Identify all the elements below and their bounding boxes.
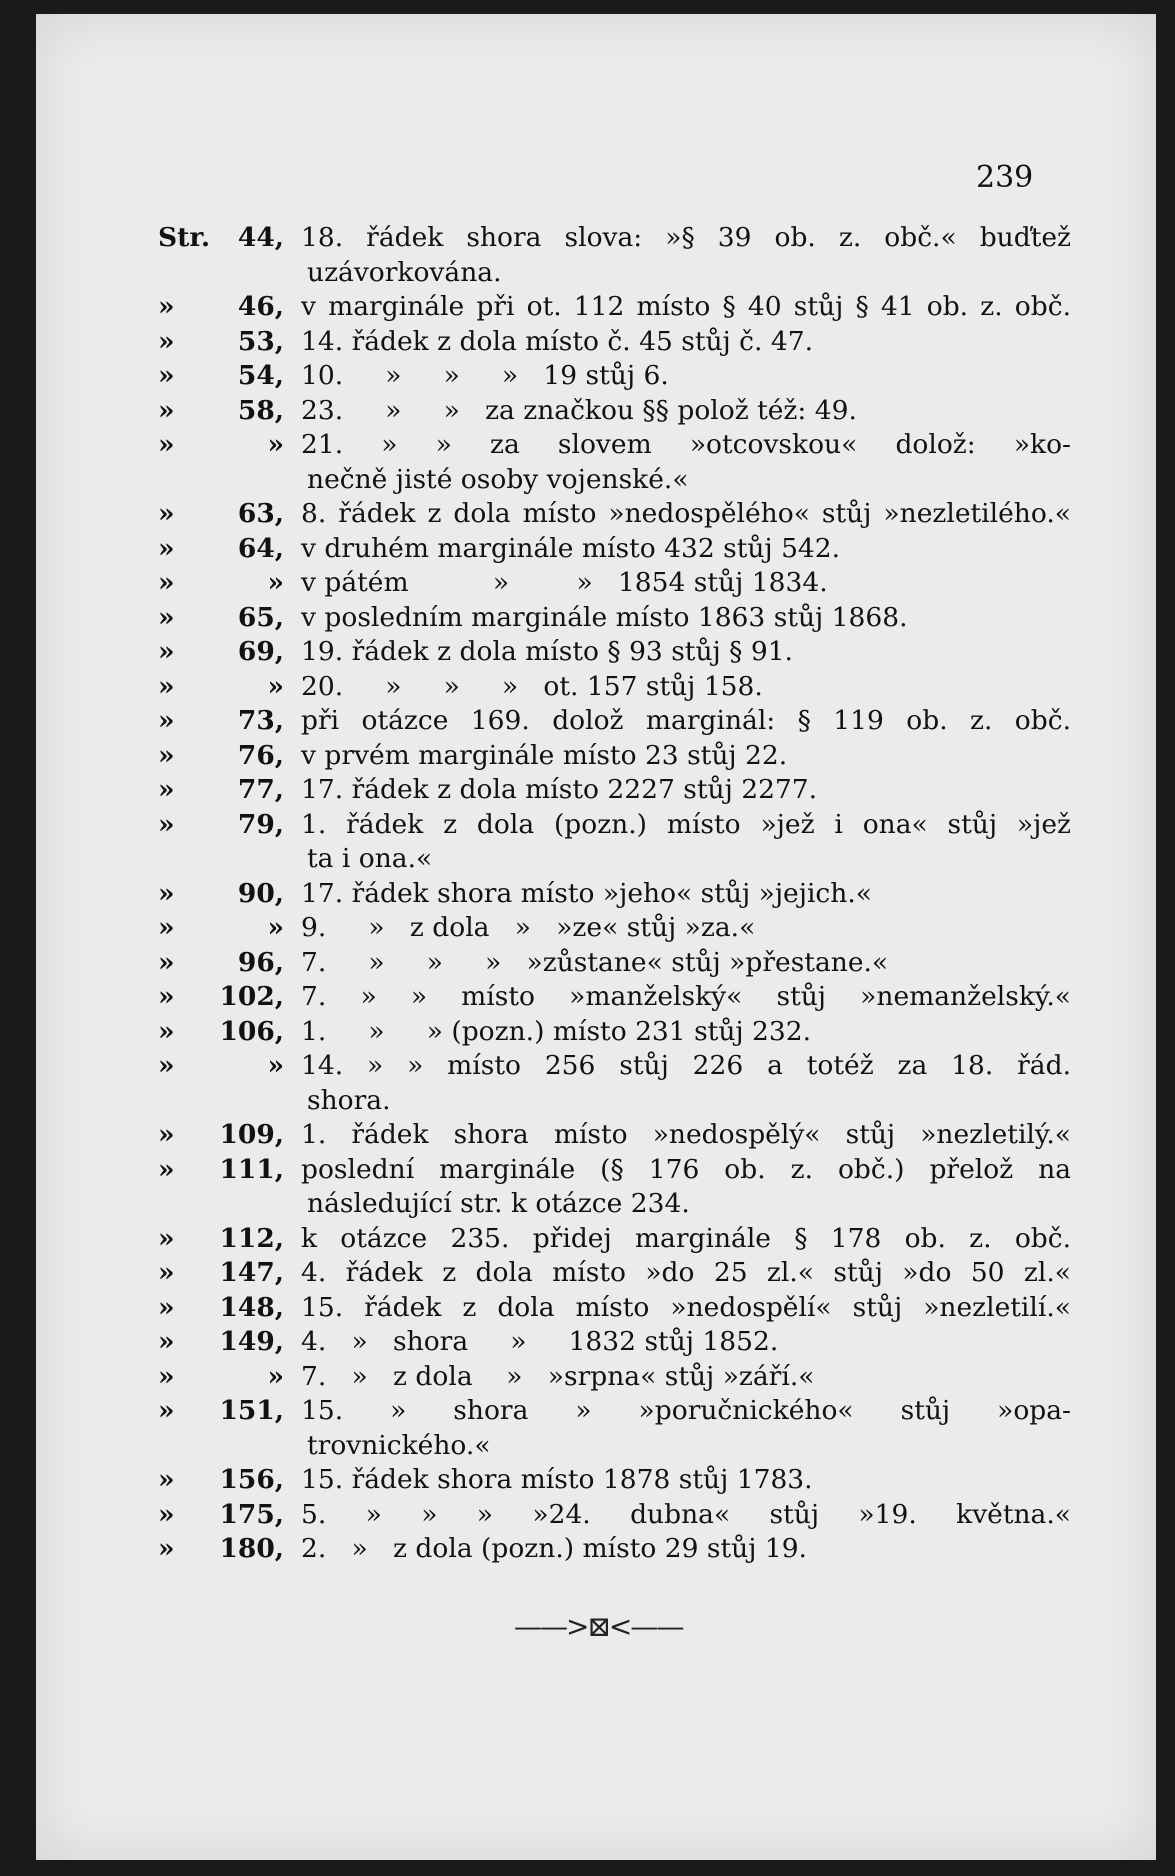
entry-page-ref: 44, (237, 222, 284, 253)
entry-page-ref: 102, (219, 981, 284, 1012)
entry-label: » (158, 1015, 175, 1047)
errata-entry (154, 671, 1074, 706)
entry-label: » (158, 1533, 175, 1564)
entry-page-ref: 46, (237, 291, 284, 322)
entry-label: » (158, 360, 175, 391)
entry-page-ref: » (267, 1360, 284, 1392)
entry-page-ref: 156, (219, 1464, 284, 1495)
entry-text: shora. (307, 1084, 391, 1116)
errata-entry (154, 1361, 1074, 1396)
errata-entry (154, 1154, 1074, 1189)
errata-entry (154, 981, 1074, 1016)
errata-entry (154, 1016, 1074, 1051)
errata-entry (154, 1533, 1074, 1568)
errata-entry (154, 774, 1074, 809)
book-page (36, 14, 1156, 1860)
entry-text: 14. řádek z dola místo č. 45 stůj č. 47. (301, 325, 814, 357)
entry-page-ref: » (267, 912, 284, 943)
entry-page-ref: 64, (237, 532, 284, 564)
entry-text: v marginále při ot. 112 místo § 40 stůj § 41 ob. z. obč. (301, 291, 1071, 322)
entry-page-ref: 109, (219, 1119, 284, 1150)
errata-list (154, 222, 1074, 1568)
errata-entry (154, 498, 1074, 533)
entry-label: » (158, 1222, 175, 1254)
entry-text: 9. » z dola » »ze« stůj »za.« (301, 912, 756, 943)
errata-entry (154, 326, 1074, 361)
entry-label: » (158, 429, 175, 460)
entry-text: 14. » » místo 256 stůj 226 a totéž za 18. řád. (301, 1050, 1071, 1081)
errata-entry (154, 602, 1074, 637)
errata-entry (154, 1223, 1074, 1258)
entry-text: 15. » shora » »poručnického« stůj »opa- (301, 1395, 1071, 1426)
errata-entry (154, 1292, 1074, 1327)
entry-text: 10. » » » 19 stůj 6. (301, 360, 669, 391)
entry-text: 8. řádek z dola místo »nedospělého« stůj »nezletilého.« (301, 498, 1071, 529)
entry-text: poslední marginále (§ 176 ob. z. obč.) přelož na (301, 1153, 1071, 1185)
ornament-divider: ——>⊠<—— (514, 1610, 683, 1643)
entry-label: » (158, 498, 175, 529)
errata-continuation (154, 1188, 1074, 1223)
errata-entry (154, 1119, 1074, 1154)
entry-page-ref: 65, (237, 601, 284, 633)
entry-text: ta i ona.« (307, 843, 433, 874)
entry-page-ref: 53, (237, 325, 284, 357)
entry-label: » (158, 1464, 175, 1495)
errata-entry (154, 360, 1074, 395)
errata-entry (154, 947, 1074, 982)
errata-continuation (154, 464, 1074, 499)
entry-text: v posledním marginále místo 1863 stůj 1868. (301, 601, 908, 633)
entry-text: uzávorkována. (307, 256, 502, 288)
entry-text: nečně jisté osoby vojenské.« (307, 463, 689, 495)
errata-continuation (154, 257, 1074, 292)
errata-entry (154, 1257, 1074, 1292)
entry-text: 5. » » » »24. dubna« stůj »19. května.« (301, 1498, 1071, 1530)
entry-label: » (158, 325, 175, 357)
errata-entry (154, 395, 1074, 430)
entry-page-ref: 73, (237, 705, 284, 736)
errata-entry (154, 636, 1074, 671)
entry-label: » (158, 567, 175, 598)
entry-page-ref: 69, (237, 636, 284, 667)
entry-text: 1. řádek shora místo »nedospělý« stůj »nezletilý.« (301, 1119, 1071, 1150)
entry-label: » (158, 1050, 175, 1081)
entry-text: 15. řádek shora místo 1878 stůj 1783. (301, 1464, 813, 1495)
entry-page-ref: 112, (219, 1222, 284, 1254)
entry-label: » (158, 1153, 175, 1185)
errata-entry (154, 1326, 1074, 1361)
entry-page-ref: 79, (237, 808, 284, 840)
entry-label: » (158, 670, 175, 702)
entry-page-ref: » (267, 670, 284, 702)
entry-text: při otázce 169. dolož marginál: § 119 ob. z. obč. (301, 705, 1071, 736)
entry-text: 17. řádek shora místo »jeho« stůj »jejich.« (301, 877, 872, 909)
entry-label: » (158, 1257, 175, 1288)
entry-page-ref: » (267, 429, 284, 460)
entry-text: 18. řádek shora slova: »§ 39 ob. z. obč.« buďtež (301, 222, 1071, 253)
entry-page-ref: » (267, 1050, 284, 1081)
errata-entry (154, 291, 1074, 326)
entry-label: » (158, 808, 175, 840)
entry-label: » (158, 877, 175, 909)
entry-page-ref: 148, (219, 1291, 284, 1323)
entry-label: » (158, 705, 175, 736)
entry-label: » (158, 636, 175, 667)
entry-text: následující str. k otázce 234. (307, 1188, 690, 1219)
errata-entry (154, 878, 1074, 913)
entry-text: 20. » » » ot. 157 stůj 158. (301, 670, 763, 702)
entry-label: » (158, 1360, 175, 1392)
entry-text: 4. řádek z dola místo »do 25 zl.« stůj »do 50 zl.« (301, 1257, 1071, 1288)
entry-label: » (158, 946, 175, 978)
errata-continuation (154, 1430, 1074, 1465)
entry-text: 1. » » (pozn.) místo 231 stůj 232. (301, 1015, 812, 1047)
entry-page-ref: 151, (219, 1395, 284, 1426)
errata-entry (154, 809, 1074, 844)
errata-entry (154, 429, 1074, 464)
entry-page-ref: 54, (237, 360, 284, 391)
entry-text: 4. » shora » 1832 stůj 1852. (301, 1326, 779, 1357)
entry-label: » (158, 532, 175, 564)
entry-page-ref: 180, (219, 1533, 284, 1564)
entry-text: 19. řádek z dola místo § 93 stůj § 91. (301, 636, 793, 667)
entry-text: 7. » » místo »manželský« stůj »nemanželský.« (301, 981, 1071, 1012)
entry-label: » (158, 1326, 175, 1357)
entry-label: » (158, 1119, 175, 1150)
entry-text: v pátém » » 1854 stůj 1834. (301, 567, 828, 598)
entry-page-ref: 58, (237, 394, 284, 426)
entry-page-ref: 175, (219, 1498, 284, 1530)
entry-text: 1. řádek z dola (pozn.) místo »jež i ona« stůj »jež (301, 808, 1071, 840)
entry-text: trovnického.« (307, 1429, 491, 1461)
entry-page-ref: 111, (219, 1153, 284, 1185)
entry-page-ref: 149, (219, 1326, 284, 1357)
errata-entry (154, 1395, 1074, 1430)
errata-entry (154, 912, 1074, 947)
entry-page-ref: 96, (237, 946, 284, 978)
entry-label: » (158, 739, 175, 771)
entry-label: » (158, 601, 175, 633)
entry-text: k otázce 235. přidej marginále § 178 ob. z. obč. (301, 1222, 1071, 1254)
entry-label: » (158, 981, 175, 1012)
entry-page-ref: 63, (237, 498, 284, 529)
entry-label: » (158, 291, 175, 322)
entry-page-ref: 106, (219, 1015, 284, 1047)
entry-text: 21. » » za slovem »otcovskou« dolož: »ko- (301, 429, 1071, 460)
entry-page-ref: » (267, 567, 284, 598)
entry-text: 7. » » » »zůstane« stůj »přestane.« (301, 946, 889, 978)
page-number: 239 (976, 160, 1034, 195)
entry-page-ref: 77, (237, 774, 284, 805)
entry-text: 7. » z dola » »srpna« stůj »září.« (301, 1360, 815, 1392)
entry-page-ref: 147, (219, 1257, 284, 1288)
entry-text: 23. » » za značkou §§ polož též: 49. (301, 394, 857, 426)
entry-page-ref: 76, (237, 739, 284, 771)
entry-text: v prvém marginále místo 23 stůj 22. (301, 739, 788, 771)
errata-continuation (154, 1085, 1074, 1120)
entry-label: Str. (158, 222, 211, 253)
errata-entry (154, 567, 1074, 602)
errata-entry (154, 1464, 1074, 1499)
entry-text: 17. řádek z dola místo 2227 stůj 2277. (301, 774, 818, 805)
entry-label: » (158, 774, 175, 805)
entry-label: » (158, 394, 175, 426)
errata-entry (154, 740, 1074, 775)
errata-entry (154, 1499, 1074, 1534)
entry-text: 15. řádek z dola místo »nedospělí« stůj »nezletilí.« (301, 1291, 1071, 1323)
errata-continuation (154, 843, 1074, 878)
entry-text: 2. » z dola (pozn.) místo 29 stůj 19. (301, 1533, 807, 1564)
entry-label: » (158, 1291, 175, 1323)
errata-entry (154, 1050, 1074, 1085)
errata-entry (154, 533, 1074, 568)
entry-text: v druhém marginále místo 432 stůj 542. (301, 532, 841, 564)
errata-entry (154, 222, 1074, 257)
errata-entry (154, 705, 1074, 740)
entry-page-ref: 90, (237, 877, 284, 909)
entry-label: » (158, 1395, 175, 1426)
entry-label: » (158, 1498, 175, 1530)
entry-label: » (158, 912, 175, 943)
